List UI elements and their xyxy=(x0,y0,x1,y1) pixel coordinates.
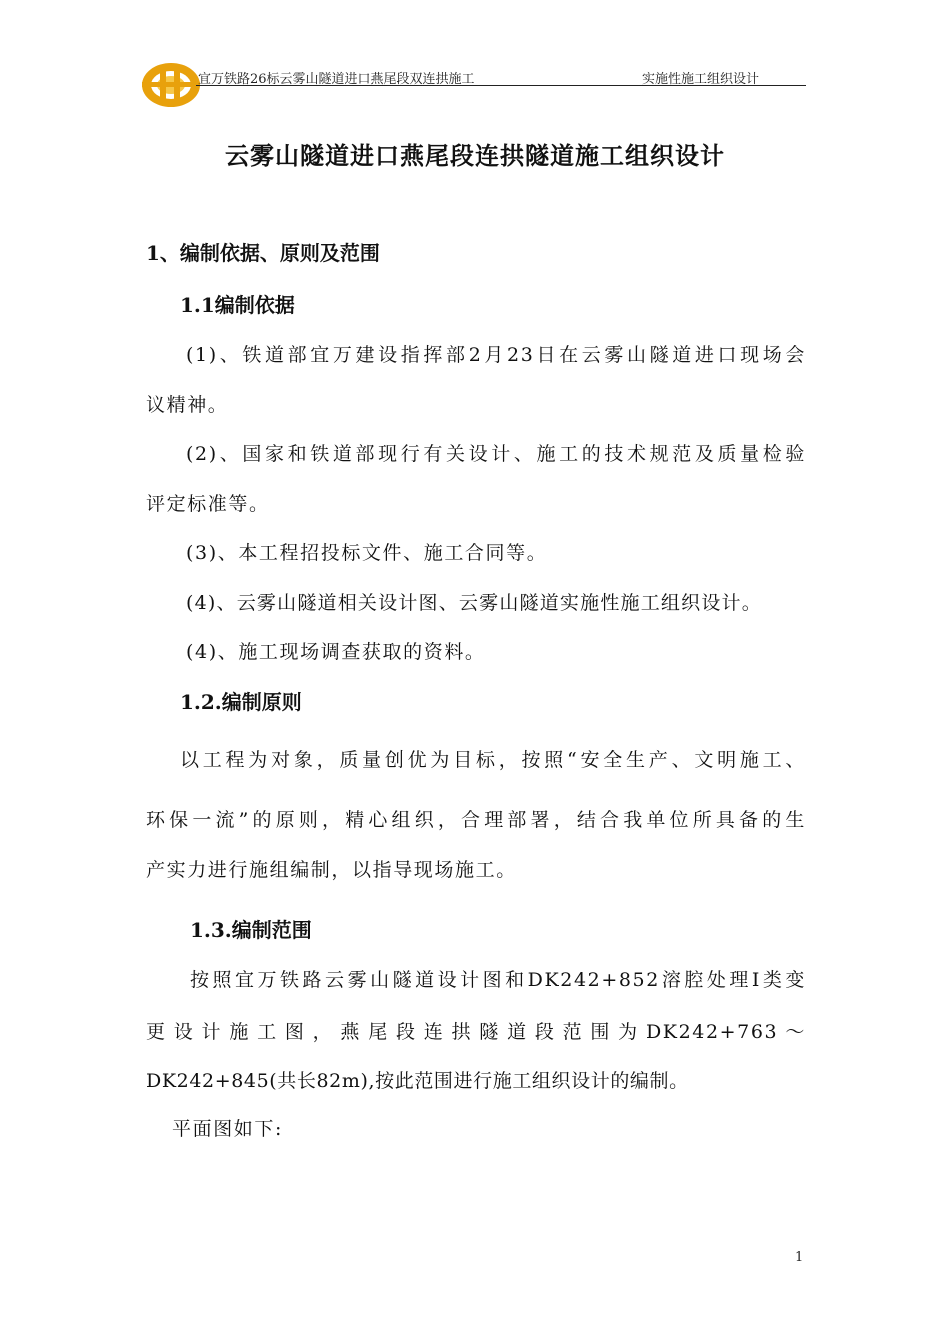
page-number: 1 xyxy=(795,1250,804,1265)
header-divider xyxy=(196,85,806,86)
header-right-text: 实施性施工组织设计 xyxy=(642,72,760,87)
principles-line-2: 环保一流”的原则，精心组织，合理部署，结合我单位所具备的生 xyxy=(146,809,806,831)
subsection-heading-basis: 1.1编制依据 xyxy=(180,293,295,317)
basis-item-1-line-1: (1)、铁道部宜万建设指挥部2月23日在云雾山隧道进口现场会 xyxy=(186,344,806,366)
scope-line-3: DK242+845(共长82m),按此范围进行施工组织设计的编制。 xyxy=(146,1070,689,1092)
scope-line-2: 更设计施工图，燕尾段连拱隧道段范围为DK242+763～ xyxy=(146,1021,806,1043)
header-left-text: 宜万铁路26标云雾山隧道进口燕尾段双连拱施工 xyxy=(198,72,475,87)
scope-line-4: 平面图如下: xyxy=(172,1118,284,1140)
principles-line-3: 产实力进行施组编制，以指导现场施工。 xyxy=(146,859,517,881)
basis-item-3: (3)、本工程招投标文件、施工合同等。 xyxy=(186,542,548,564)
document-title: 云雾山隧道进口燕尾段连拱隧道施工组织设计 xyxy=(225,141,725,170)
subsection-heading-principles: 1.2.编制原则 xyxy=(180,690,302,714)
principles-line-1: 以工程为对象，质量创优为目标，按照“安全生产、文明施工、 xyxy=(180,749,806,771)
basis-item-2-line-2: 评定标准等。 xyxy=(146,493,270,515)
company-logo-icon xyxy=(140,60,202,110)
basis-item-1-line-2: 议精神。 xyxy=(146,394,229,416)
basis-item-5: (4)、施工现场调查获取的资料。 xyxy=(186,641,486,663)
basis-item-4: (4)、云雾山隧道相关设计图、云雾山隧道实施性施工组织设计。 xyxy=(186,592,762,614)
subsection-heading-scope: 1.3.编制范围 xyxy=(190,918,312,942)
scope-line-1: 按照宜万铁路云雾山隧道设计图和DK242+852溶腔处理Ⅰ类变 xyxy=(190,969,806,991)
section-heading-1: 1、编制依据、原则及范围 xyxy=(146,241,380,265)
basis-item-2-line-1: (2)、国家和铁道部现行有关设计、施工的技术规范及质量检验 xyxy=(186,443,806,465)
